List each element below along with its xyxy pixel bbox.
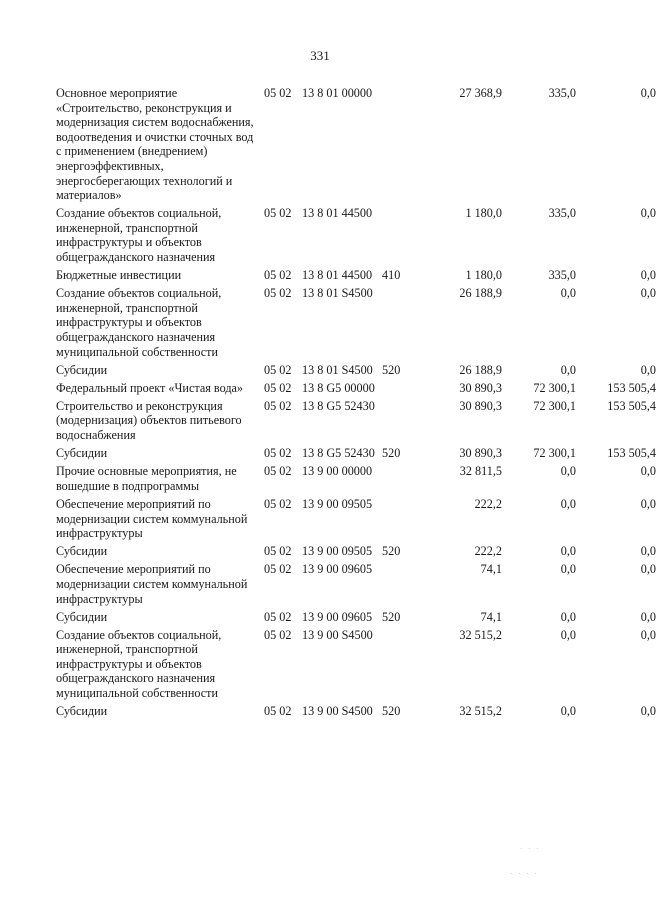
row-target-code: 13 8 G5 00000 bbox=[302, 380, 375, 395]
row-amount-1: 30 890,3 bbox=[459, 380, 502, 395]
row-section-code: 05 02 bbox=[264, 362, 292, 377]
row-name: Создание объектов социальной, инженерной, транспортной инфраструктуры и объектов общегражданского назначения муниципальной собственности bbox=[56, 286, 222, 359]
table-row bbox=[56, 496, 656, 541]
row-amount-3: 0,0 bbox=[640, 206, 656, 221]
row-expense-type bbox=[380, 86, 410, 203]
table-row bbox=[56, 380, 656, 396]
row-target-code: 13 9 00 S4500 bbox=[302, 704, 373, 719]
row-name: Основное мероприятие «Строительство, реконструкция и модернизация систем водоснабжения, водоотведения и очистки сточных вод с применением (внедрением) энергоэффективных, энергосберегающих технологий и материалов» bbox=[56, 86, 254, 203]
row-amount-2: 72 300,1 bbox=[533, 446, 576, 461]
row-section-code: 05 02 bbox=[264, 398, 292, 413]
row-section-code: 05 02 bbox=[264, 562, 292, 577]
row-amount-3: 0,0 bbox=[640, 562, 656, 577]
row-name: Обеспечение мероприятий по модернизации систем коммунальной инфраструктуры bbox=[56, 496, 248, 541]
row-name: Субсидии bbox=[56, 704, 108, 719]
row-name: Субсидии bbox=[56, 544, 108, 559]
row-section-code: 05 02 bbox=[264, 268, 292, 283]
row-section-code: 05 02 bbox=[264, 206, 292, 221]
row-amount-3: 0,0 bbox=[640, 286, 656, 301]
row-section-code: 05 02 bbox=[264, 286, 292, 301]
row-amount-2: 0,0 bbox=[560, 362, 576, 377]
row-expense-type: 520 bbox=[382, 362, 401, 377]
table-row bbox=[56, 446, 656, 461]
table-row bbox=[56, 609, 656, 625]
row-target-code: 13 9 00 S4500 bbox=[302, 627, 373, 642]
row-expense-type bbox=[380, 286, 410, 359]
row-name: Прочие основные мероприятия, не вошедшие в подпрограммы bbox=[56, 464, 237, 493]
row-expense-type: 520 bbox=[382, 446, 401, 461]
table-row bbox=[56, 362, 656, 378]
row-expense-type bbox=[380, 497, 410, 541]
row-section-code: 05 02 bbox=[264, 544, 292, 559]
row-target-code: 13 8 01 S4500 bbox=[302, 286, 373, 301]
row-amount-1: 30 890,3 bbox=[459, 398, 502, 413]
row-name: Строительство и реконструкция (модернизация) объектов питьевого водоснабжения bbox=[56, 398, 242, 443]
row-amount-2: 0,0 bbox=[560, 496, 576, 511]
row-amount-3: 0,0 bbox=[640, 362, 656, 377]
row-section-code: 05 02 bbox=[264, 496, 292, 511]
row-target-code: 13 9 00 09505 bbox=[302, 544, 373, 559]
row-target-code: 13 8 01 44500 bbox=[302, 206, 373, 221]
row-expense-type: 520 bbox=[382, 544, 401, 559]
row-amount-2: 0,0 bbox=[560, 464, 576, 479]
row-amount-1: 74,1 bbox=[480, 562, 502, 577]
row-amount-1: 26 188,9 bbox=[459, 286, 502, 301]
row-name: Субсидии bbox=[56, 609, 108, 624]
row-amount-3: 153 505,4 bbox=[607, 380, 656, 395]
table-row bbox=[56, 464, 656, 493]
row-amount-2: 0,0 bbox=[560, 562, 576, 577]
row-amount-1: 32 515,2 bbox=[459, 627, 502, 642]
row-target-code: 13 9 00 09605 bbox=[302, 562, 373, 577]
row-name: Субсидии bbox=[56, 446, 108, 461]
row-target-code: 13 8 01 44500 bbox=[302, 268, 373, 283]
row-expense-type bbox=[380, 206, 410, 264]
row-section-code: 05 02 bbox=[264, 627, 292, 642]
row-amount-1: 27 368,9 bbox=[459, 86, 502, 100]
row-section-code: 05 02 bbox=[264, 380, 292, 395]
row-target-code: 13 9 00 09505 bbox=[302, 496, 373, 511]
row-expense-type bbox=[380, 562, 410, 606]
row-amount-1: 30 890,3 bbox=[459, 446, 502, 461]
page-number: 331 bbox=[310, 48, 330, 63]
row-amount-3: 153 505,4 bbox=[607, 446, 656, 461]
row-amount-2: 72 300,1 bbox=[533, 380, 576, 395]
row-amount-2: 335,0 bbox=[548, 86, 576, 100]
row-section-code: 05 02 bbox=[264, 86, 292, 100]
row-amount-3: 0,0 bbox=[640, 544, 656, 559]
row-amount-1: 222,2 bbox=[474, 544, 502, 559]
row-amount-2: 0,0 bbox=[560, 286, 576, 301]
row-target-code: 13 8 01 S4500 bbox=[302, 362, 373, 377]
row-amount-2: 335,0 bbox=[548, 268, 576, 283]
row-target-code: 13 9 00 09605 bbox=[302, 609, 373, 624]
row-target-code: 13 8 01 00000 bbox=[302, 86, 373, 100]
row-amount-2: 0,0 bbox=[560, 627, 576, 642]
row-amount-1: 26 188,9 bbox=[459, 362, 502, 377]
row-name: Бюджетные инвестиции bbox=[56, 268, 182, 283]
row-expense-type: 410 bbox=[382, 268, 401, 283]
row-amount-1: 1 180,0 bbox=[465, 268, 502, 283]
row-amount-2: 0,0 bbox=[560, 609, 576, 624]
row-expense-type bbox=[380, 399, 410, 443]
margin-mark: · · · bbox=[520, 845, 541, 853]
row-target-code: 13 8 G5 52430 bbox=[302, 398, 375, 413]
row-section-code: 05 02 bbox=[264, 464, 292, 479]
row-amount-1: 1 180,0 bbox=[465, 206, 502, 221]
table-row bbox=[56, 627, 656, 701]
row-amount-1: 74,1 bbox=[480, 609, 502, 624]
row-name: Субсидии bbox=[56, 362, 108, 377]
margin-mark: · · · · bbox=[510, 870, 539, 878]
table-row bbox=[56, 268, 656, 283]
row-amount-3: 0,0 bbox=[640, 464, 656, 479]
table-row bbox=[56, 86, 656, 203]
table-row bbox=[56, 544, 656, 559]
row-amount-1: 222,2 bbox=[474, 496, 502, 511]
row-name: Обеспечение мероприятий по модернизации систем коммунальной инфраструктуры bbox=[56, 562, 248, 606]
row-expense-type: 520 bbox=[382, 609, 401, 624]
row-amount-3: 0,0 bbox=[640, 627, 656, 642]
row-amount-3: 153 505,4 bbox=[607, 398, 656, 413]
row-expense-type: 520 bbox=[382, 704, 401, 719]
row-amount-3: 0,0 bbox=[640, 268, 656, 283]
row-target-code: 13 9 00 00000 bbox=[302, 464, 373, 479]
row-target-code: 13 8 G5 52430 bbox=[302, 446, 375, 461]
row-expense-type bbox=[380, 381, 410, 396]
row-section-code: 05 02 bbox=[264, 446, 292, 461]
table-row bbox=[56, 398, 656, 443]
row-name: Создание объектов социальной, инженерной, транспортной инфраструктуры и объектов общегражданского назначения муниципальной собственности bbox=[56, 627, 222, 701]
row-section-code: 05 02 bbox=[264, 609, 292, 624]
table-row bbox=[56, 206, 656, 265]
row-amount-2: 335,0 bbox=[548, 206, 576, 221]
table-row bbox=[56, 704, 656, 719]
row-amount-3: 0,0 bbox=[640, 609, 656, 624]
row-amount-3: 0,0 bbox=[640, 86, 656, 100]
table-row bbox=[56, 562, 656, 606]
row-amount-1: 32 515,2 bbox=[459, 704, 502, 719]
row-expense-type bbox=[380, 628, 410, 701]
row-amount-1: 32 811,5 bbox=[459, 464, 502, 479]
row-section-code: 05 02 bbox=[264, 704, 292, 719]
budget-table bbox=[56, 86, 656, 722]
row-amount-2: 0,0 bbox=[560, 704, 576, 719]
row-name: Федеральный проект «Чистая вода» bbox=[56, 380, 244, 395]
row-amount-3: 0,0 bbox=[640, 704, 656, 719]
row-expense-type bbox=[380, 464, 410, 493]
row-amount-3: 0,0 bbox=[640, 496, 656, 511]
row-amount-2: 72 300,1 bbox=[533, 398, 576, 413]
table-row bbox=[56, 286, 656, 359]
row-name: Создание объектов социальной, инженерной, транспортной инфраструктуры и объектов общегражданского назначения bbox=[56, 206, 222, 265]
row-amount-2: 0,0 bbox=[560, 544, 576, 559]
